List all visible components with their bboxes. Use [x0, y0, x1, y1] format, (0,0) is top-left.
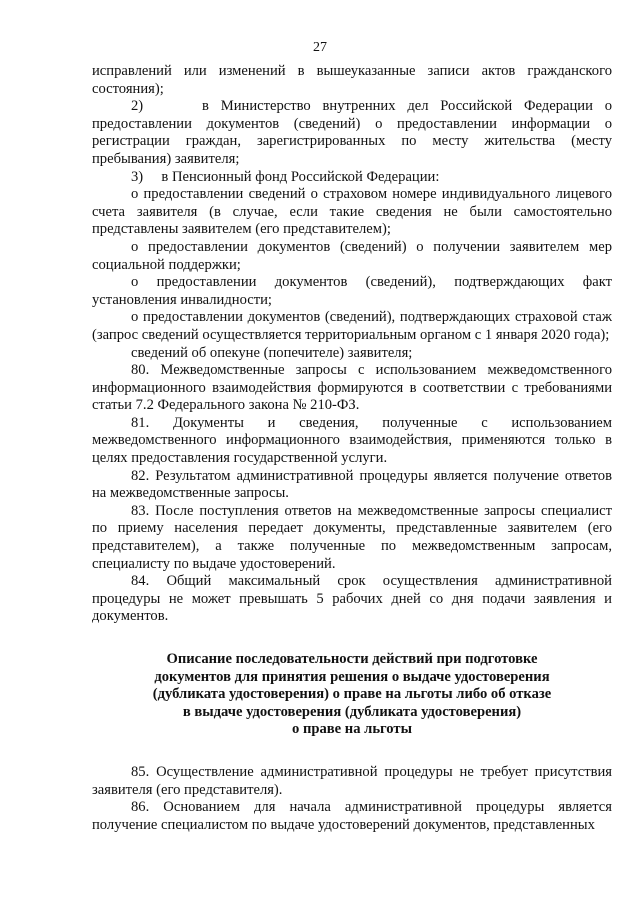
heading-line: документов для принятия решения о выдаче удостоверения [154, 668, 550, 685]
paragraph: исправлений или изменений в вышеуказанные записи актов гражданского состояния); [92, 63, 612, 97]
paragraph: 86. Основанием для начала административной процедуры является получение специалистом по выдаче удостоверений документов, представленных [92, 799, 612, 833]
heading-line: в выдаче удостоверения (дубликата удостоверения) [182, 703, 522, 720]
paragraph: 2) в Министерство внутренних дел Российской Федерации о предоставлении документов (сведений) о предоставлении информации о регистрации граждан, зарегистрированных по месту жительства (месту пребывания) заявителя; [92, 98, 612, 167]
heading-line: (дубликата удостоверения) о праве на льготы либо об отказе [152, 686, 552, 703]
paragraph: 82. Результатом административной процедуры является получение ответов на межведомственные запросы. [92, 467, 612, 502]
paragraph: 3) в Пенсионный фонд Российской Федерации: [131, 168, 440, 185]
page-number: 27 [313, 40, 327, 55]
heading-line: о праве на льготы [292, 721, 412, 738]
paragraph: 81. Документы и сведения, полученные с использованием межведомственного информационного взаимодействия, применяются только в целях предоставления государственной услуги. [92, 414, 612, 467]
section-heading [92, 651, 612, 739]
section-after-heading [92, 764, 612, 834]
paragraph: 83. После поступления ответов на межведомственные запросы специалист по приему населения передает документы, представленные заявителем (его представителем), а также полученные по межведомственным запросам, специалисту по выдаче удостоверений. [92, 502, 612, 572]
paragraph: о предоставлении сведений о страховом номере индивидуального лицевого счета заявителя (в случае, если такие сведения не были самостоятельно представлены заявителем (его представителем); [92, 186, 612, 238]
paragraph: сведений об опекуне (попечителе) заявителя; [131, 344, 413, 361]
paragraph: 85. Осуществление административной процедуры не требует присутствия заявителя (его представителя). [92, 763, 612, 798]
paragraph: о предоставлении документов (сведений), подтверждающих факт установления инвалидности; [92, 274, 612, 308]
document-body [92, 63, 612, 834]
paragraph: о предоставлении документов (сведений), подтверждающих страховой стаж (запрос сведений осуществляется территориальным органом с 1 января 2020 года); [92, 309, 612, 343]
paragraph: 84. Общий максимальный срок осуществления административной процедуры не может превышать 5 рабочих дней со дня подачи заявления и документов. [92, 573, 612, 625]
paragraph: 80. Межведомственные запросы с использованием межведомственного информационного взаимодействия формируются в соответствии с требованиями статьи 7.2 Федерального закона № 210-ФЗ. [92, 362, 612, 414]
paragraph: о предоставлении документов (сведений) о получении заявителем мер социальной поддержки; [92, 238, 612, 273]
section-before-heading [92, 63, 612, 626]
heading-line: Описание последовательности действий при подготовке [166, 651, 538, 667]
